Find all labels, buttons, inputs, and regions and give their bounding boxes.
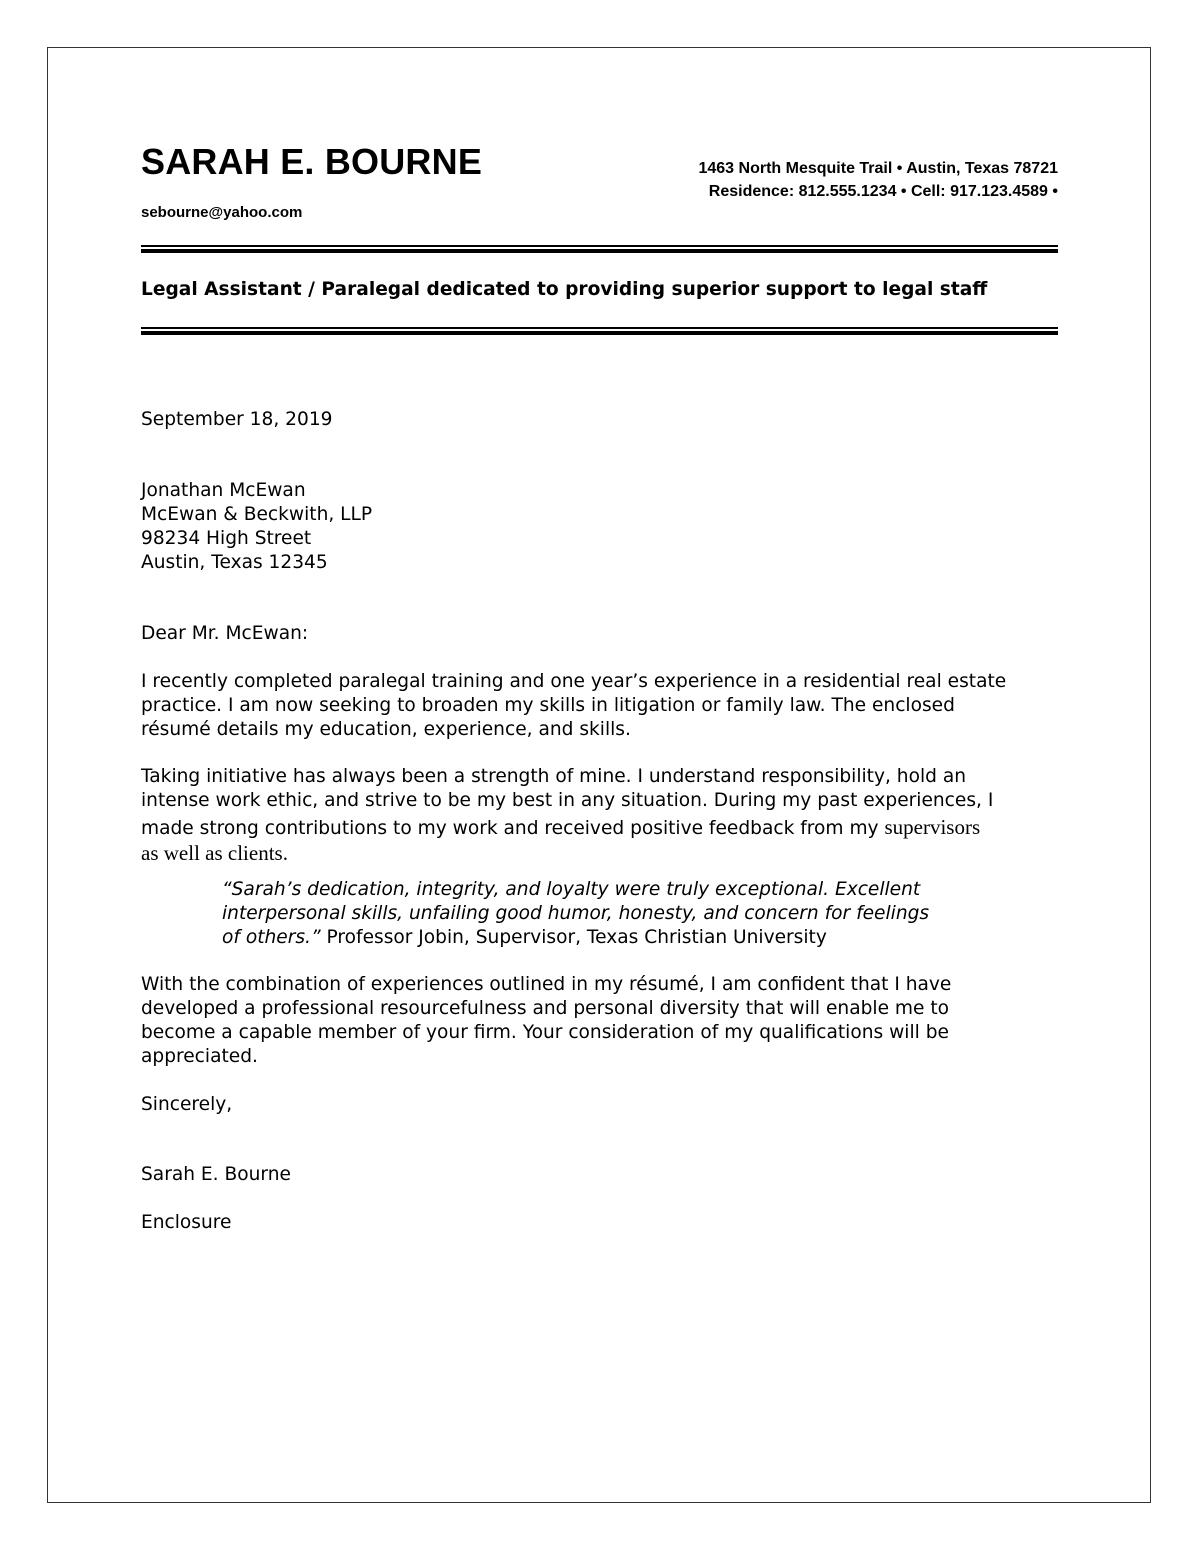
applicant-email: sebourne@yahoo.com (141, 204, 303, 221)
applicant-phones: Residence: 812.555.1234 • Cell: 917.123.4589 • (708, 183, 1058, 200)
paragraph-line: résumé details my education, experience, and skills. (141, 719, 631, 740)
paragraph-line: developed a professional resourcefulness and personal diversity that will enable me to (141, 998, 950, 1019)
header-divider-bottom (141, 327, 1058, 335)
closing: Sincerely, (141, 1094, 233, 1115)
quote-attribution: Professor Jobin, Supervisor, Texas Christian University (320, 927, 827, 948)
salutation: Dear Mr. McEwan: (141, 623, 309, 644)
signature-name: Sarah E. Bourne (141, 1164, 291, 1185)
enclosure-note: Enclosure (141, 1212, 232, 1233)
professional-tagline: Legal Assistant / Paralegal dedicated to providing superior support to legal staff (141, 279, 988, 300)
paragraph-line: With the combination of experiences outlined in my résumé, I am confident that I have (141, 974, 952, 995)
paragraph-line-serif: as well as clients. (141, 841, 288, 865)
recipient-street: 98234 High Street (141, 528, 312, 549)
header-divider-top (141, 245, 1058, 253)
recipient-name: Jonathan McEwan (141, 480, 306, 501)
recipient-city: Austin, Texas 12345 (141, 552, 328, 573)
applicant-name: SARAH E. BOURNE (141, 141, 483, 182)
paragraph-line-main: made strong contributions to my work and received positive feedback from my (141, 818, 885, 839)
letter-date: September 18, 2019 (141, 409, 333, 430)
paragraph-line (141, 815, 980, 841)
quote-line: of others.” (222, 927, 321, 948)
paragraph-line: appreciated. (141, 1046, 258, 1067)
paragraph-line: Taking initiative has always been a strength of mine. I understand responsibility, hold an (141, 766, 967, 787)
quote-line: interpersonal skills, unfailing good humor, honesty, and concern for feelings (222, 903, 930, 924)
paragraph-line: practice. I am now seeking to broaden my skills in litigation or family law. The enclosed (141, 695, 955, 716)
quote-line: “Sarah’s dedication, integrity, and loyalty were truly exceptional. Excellent (222, 879, 921, 900)
paragraph-line: intense work ethic, and strive to be my best in any situation. During my past experiences, I (141, 790, 994, 811)
paragraph-line: I recently completed paralegal training and one year’s experience in a residential real estate (141, 671, 1007, 692)
recipient-firm: McEwan & Beckwith, LLP (141, 504, 373, 525)
paragraph-line-serif: supervisors (884, 815, 981, 839)
paragraph-line: become a capable member of your firm. Your consideration of my qualifications will be (141, 1022, 949, 1043)
applicant-address: 1463 North Mesquite Trail • Austin, Texas 78721 (698, 160, 1058, 177)
